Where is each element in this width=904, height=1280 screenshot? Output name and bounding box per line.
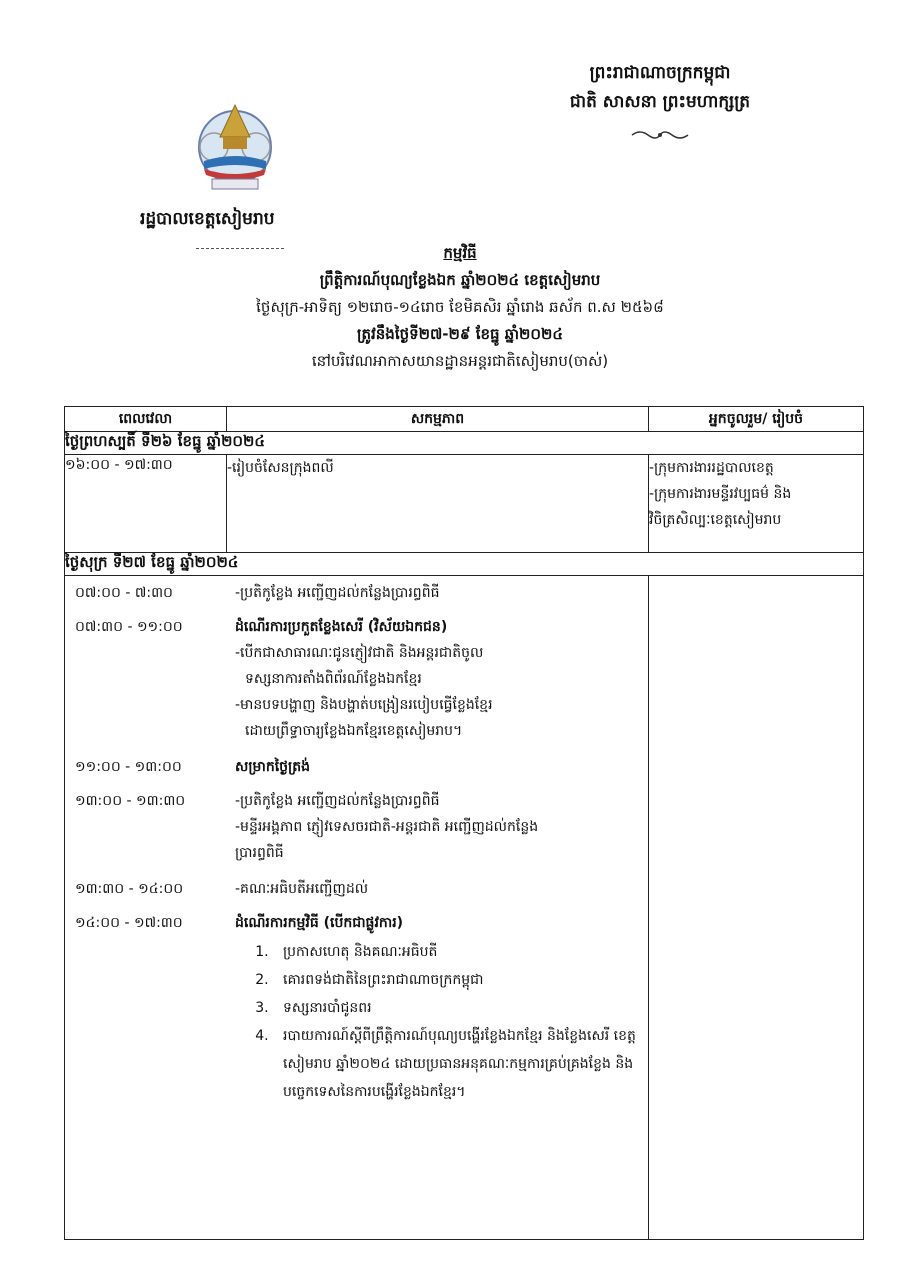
slot-activity [229,754,310,780]
kingdom-header [560,62,760,145]
activity-line: -មន្ទីរអង្គភាព ភ្ញៀវទេសចរជាតិ-អន្តរជាតិ អញ្ជើញដល់កន្លែង [235,819,539,835]
header-activity: សកម្មភាព [227,407,649,432]
table-row [65,788,648,866]
activity-line: -ប្រតិកូខ្លែង អញ្ជើញដល់កន្លែងប្រារព្ធពិធី [235,793,440,809]
kingdom-motto: ជាតិ សាសនា ព្រះមហាក្សត្រ [569,92,751,112]
participant-line: -ក្រុមការងាររដ្ឋបាលខេត្ត [649,460,774,476]
activity-line: -គណៈអធិបតីអញ្ជើញដល់ [235,881,369,897]
table-header-row [65,407,864,432]
participant-line: វិចិត្រសិល្បៈខេត្តសៀមរាប [649,512,782,528]
slot-activity [229,580,439,606]
slot-time: ១១:០០ - ១៣:០០ [75,759,182,775]
program-item: 1. ប្រកាសហេតុ និងគណៈអធិបតី [273,938,648,966]
day-header-row [65,432,864,455]
province-emblem-icon [190,95,280,195]
activity-line: ប្រារព្ធពិធី [235,845,284,861]
day1-activity: -រៀបចំសែនក្រុងពលី [227,455,649,553]
table-row [65,455,864,553]
slot-activity [229,614,493,744]
day2-label: ថ្ងៃសុក្រ ទី២៧ ខែធ្នូ ឆ្នាំ២០២៤ [65,553,864,576]
venue: នៅបរិវេណអាកាសយានដ្ឋានអន្តរជាតិសៀមរាប(ចាស់) [311,352,609,370]
table-row [65,910,648,936]
activity-line: -ប្រតិកូខ្លែង អញ្ជើញដល់កន្លែងប្រារព្ធពិធី [235,585,440,601]
activity-line: -មានបទបង្ហាញ និងបង្ហាត់បង្រៀនរបៀបធ្វើខ្លែងខ្មែរ [235,697,493,713]
slot-activity [229,876,368,902]
solar-date: ត្រូវនឹងថ្ងៃទី២៧-២៩ ខែធ្នូ ឆ្នាំ២០២៤ [357,325,563,343]
time-slots [65,580,648,936]
program-title: កម្មវិធី [443,244,477,262]
program-item: 2. គោរពទង់ជាតិនៃព្រះរាជាណាចក្រកម្ពុជា [273,966,648,994]
day1-participants [649,455,864,553]
table-row [65,614,648,744]
event-title: ព្រឹត្តិការណ៍បុណ្យខ្លែងឯក ឆ្នាំ២០២៤ ខេត្តសៀមរាប [319,271,601,289]
table-row [65,754,648,780]
program-item: 3. ទស្សនារបាំជូនពរ [273,994,648,1022]
day1-label: ថ្ងៃព្រហស្បតិ៍ ទី២៦ ខែធ្នូ ឆ្នាំ២០២៤ [65,432,864,455]
participant-line: -ក្រុមការងារមន្ទីរវប្បធម៌ និង [649,486,792,502]
program-titles [150,240,770,375]
activity-line: -បើកជាសាធារណៈជូនភ្ញៀវជាតិ និងអន្តរជាតិចូល [235,645,484,661]
slot-time: ០៧:០០ - ៧:៣០ [75,585,173,601]
day2-schedule [65,576,649,1240]
table-row [65,580,648,606]
activity-line: ដោយព្រឹទ្ធាចារ្យខ្លែងឯកខ្មែរខេត្តសៀមរាប។ [245,723,463,739]
slot-activity [229,788,538,866]
slot-activity [229,910,403,936]
slot-time: ១៣:០០ - ១៣:៣០ [75,793,186,809]
schedule-table [64,406,864,1240]
day1-time: ១៦:០០ - ១៧:៣០ [65,455,227,553]
slot-time: ១៤:០០ - ១៧:៣០ [75,915,183,931]
table-row [65,876,648,902]
program-item: 4. របាយការណ៍ស្តីពីព្រឹត្តិការណ៍បុណ្យបង្ហើរខ្លែងឯកខ្មែរ និងខ្លែងសេរី ខេត្តសៀមរាប ឆ្នាំ២០២៤ ដោយប្រធានអនុគណៈកម្មការគ្រប់គ្រងខ្លែង និងបច្ចេកទេសនៃការបង្ហើរខ្លែងឯកខ្មែរ។ [273,1022,648,1106]
slot-time: ១៣:៣០ - ១៤:០០ [75,881,184,897]
day-header-row [65,553,864,576]
program-list [229,938,648,1106]
administration-name: រដ្ឋបាលខេត្តសៀមរាប [140,209,275,229]
header-time: ពេលវេលា [65,407,227,432]
activity-line: ទស្សនាការតាំងពិព័រណ៍ខ្លែងឯកខ្មែរ [245,671,422,687]
kingdom-name: ព្រះរាជាណាចក្រកម្ពុជា [589,63,731,83]
activity-line: សម្រាកថ្ងៃត្រង់ [235,759,310,775]
ornament-icon [560,126,760,145]
table-row [65,576,864,1240]
lunar-date: ថ្ងៃសុក្រ-អាទិត្យ ១២រោច-១៤រោច ខែមិគសិរ ឆ្នាំរោង ឆស័ក ព.ស ២៥៦៨ [256,298,664,316]
day2-participants [649,576,864,1240]
header-participants: អ្នកចូលរួម/ រៀបចំ [649,407,864,432]
activity-line: ដំណើរការប្រកួតខ្លែងសេរី (វិស័យឯកជន) [235,619,448,635]
slot-time: ០៧:៣០ - ១១:០០ [75,619,183,635]
activity-line: ដំណើរការកម្មវិធី (បើកជាផ្លូវការ) [235,915,404,931]
